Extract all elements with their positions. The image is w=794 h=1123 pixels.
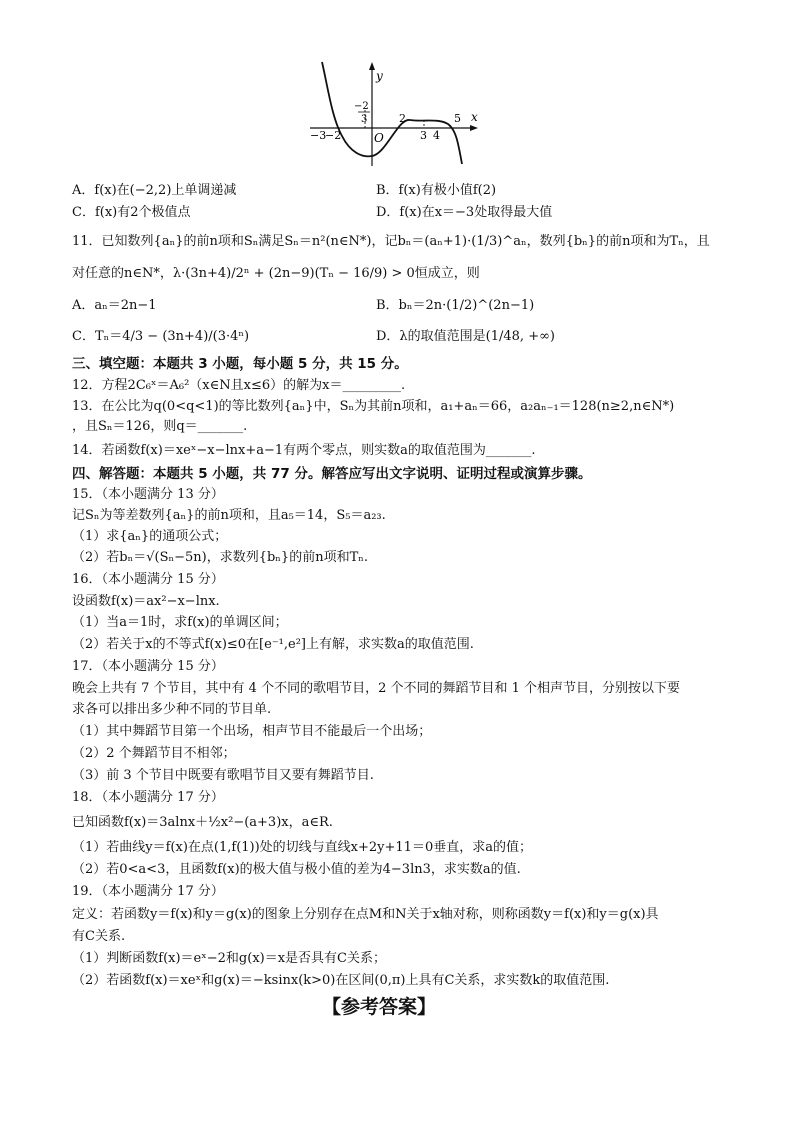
q10-option-c: C．f(x)有2个极值点 xyxy=(72,205,191,220)
q10-option-a: A．f(x)在(−2,2)上单调递减 xyxy=(72,183,237,198)
y-axis-arrow xyxy=(369,62,375,70)
section3-title: 三、填空题：本题共 3 小题，每小题 5 分，共 15 分。 xyxy=(72,356,408,372)
q10-option-d: D．f(x)在x＝−3处取得最大值 xyxy=(376,205,553,220)
q15-part1: （1）求{aₙ}的通项公式； xyxy=(72,529,228,544)
tick-label-neg-half-den: 3 xyxy=(361,114,368,125)
q10-option-b: B．f(x)有极小值f(2) xyxy=(376,183,497,198)
q19-part2: （2）若函数f(x)＝xeˣ和g(x)＝−ksinx(k>0)在区间(0,π)上具有C关系，求实数k的取值范围. xyxy=(72,973,610,988)
q11-option-b: B．bₙ＝2n·(1/2)^(2n−1) xyxy=(376,298,535,313)
q18-part2: （2）若0<a<3，且函数f(x)的极大值与极小值的差为4−3ln3，求实数a的值. xyxy=(72,862,521,877)
q17-part1: （1）其中舞蹈节目第一个出场，相声节目不能最后一个出场； xyxy=(72,724,432,739)
q15-stem: 记Sₙ为等差数列{aₙ}的前n项和，且a₅＝14，S₅＝a₂₃. xyxy=(72,508,386,523)
tick-label-4: 4 xyxy=(433,129,440,142)
q13-line1: 13．在公比为q(0<q<1)的等比数列{aₙ}中，Sₙ为其前n项和，a₁+aₙ＝66，a₂aₙ₋₁＝128(n≥2,n∈N*) xyxy=(72,399,675,414)
function-curve xyxy=(322,62,462,164)
q19-header: 19．（本小题满分 17 分） xyxy=(72,884,224,899)
q19-part1: （1）判断函数f(x)＝eˣ−2和g(x)＝x是否具有C关系； xyxy=(72,951,386,966)
tick-label-2: 2 xyxy=(399,112,406,125)
x-axis-arrow xyxy=(470,125,478,131)
y-axis-label: y xyxy=(376,69,383,83)
q13-line2: ，且Sₙ＝126，则q＝_______. xyxy=(72,419,248,434)
q11-stem-line1: 11．已知数列{aₙ}的前n项和Sₙ满足Sₙ＝n²(n∈N*)，记bₙ＝(aₙ+1)·(1/3)^aₙ，数列{bₙ}的前n项和为Tₙ，且 xyxy=(72,234,710,249)
q18-stem: 已知函数f(x)＝3alnx＋½x²−(a+3)x，a∈R. xyxy=(72,815,333,830)
q15-header: 15．（本小题满分 13 分） xyxy=(72,487,224,502)
tick-label-3: 3 xyxy=(420,129,427,142)
q16-header: 16．（本小题满分 15 分） xyxy=(72,572,224,587)
q16-stem: 设函数f(x)＝ax²−x−lnx. xyxy=(72,594,220,609)
origin-label: O xyxy=(374,131,384,145)
q11-option-d: D．λ的取值范围是(1/48, +∞) xyxy=(376,329,555,344)
section4-title: 四、解答题：本题共 5 小题，共 77 分。解答应写出文字说明、证明过程或演算步骤。 xyxy=(72,466,592,482)
tick-label-neg3: −3 xyxy=(310,129,327,142)
q19-stem-line2: 有C关系. xyxy=(72,929,126,944)
q17-stem-line1: 晚会上共有 7 个节目，其中有 4 个不同的歌唱节目，2 个不同的舞蹈节目和 1 个相声节目，分别按以下要 xyxy=(72,681,681,696)
q16-part2: （2）若关于x的不等式f(x)≤0在[e⁻¹,e²]上有解，求实数a的取值范围. xyxy=(72,637,474,652)
answer-title: 【参考答案】 xyxy=(322,996,437,1018)
q17-header: 17．（本小题满分 15 分） xyxy=(72,659,224,674)
q17-stem-line2: 求各可以排出多少种不同的节目单. xyxy=(72,702,272,717)
tick-label-neg-half-num: −2 xyxy=(354,101,369,112)
q18-part1: （1）若曲线y＝f(x)在点(1,f(1))处的切线与直线x+2y+11＝0垂直，求a的值； xyxy=(72,840,532,855)
q14-text: 14．若函数f(x)＝xeˣ−x−lnx+a−1有两个零点，则实数a的取值范围为_______. xyxy=(72,443,536,458)
tick-label-neg2: −2 xyxy=(325,129,342,142)
x-axis-label: x xyxy=(471,110,478,124)
q15-part2: （2）若bₙ＝√(Sₙ−5n)，求数列{bₙ}的前n项和Tₙ. xyxy=(72,550,368,565)
q11-option-c: C．Tₙ＝4/3 − (3n+4)/(3·4ⁿ) xyxy=(72,329,250,344)
q17-part3: （3）前 3 个节目中既要有歌唱节目又要有舞蹈节目. xyxy=(72,768,374,783)
tick-label-5: 5 xyxy=(454,112,461,125)
q17-part2: （2）2 个舞蹈节目不相邻； xyxy=(72,746,236,761)
q11-stem-line2: 对任意的n∈N*，λ·(3n+4)/2ⁿ + (2n−9)(Tₙ − 16/9) > 0恒成立，则 xyxy=(72,266,480,281)
q11-option-a: A．aₙ＝2n−1 xyxy=(72,298,157,313)
q12-text: 12．方程2C₆ˣ＝A₆²（x∈N且x≤6）的解为x＝_________. xyxy=(72,378,406,393)
q16-part1: （1）当a＝1时，求f(x)的单调区间； xyxy=(72,615,288,630)
function-graph xyxy=(306,58,486,173)
q18-header: 18．（本小题满分 17 分） xyxy=(72,790,224,805)
q19-stem-line1: 定义：若函数y＝f(x)和y＝g(x)的图象上分别存在点M和N关于x轴对称，则称函数y＝f(x)和y＝g(x)具 xyxy=(72,907,659,922)
